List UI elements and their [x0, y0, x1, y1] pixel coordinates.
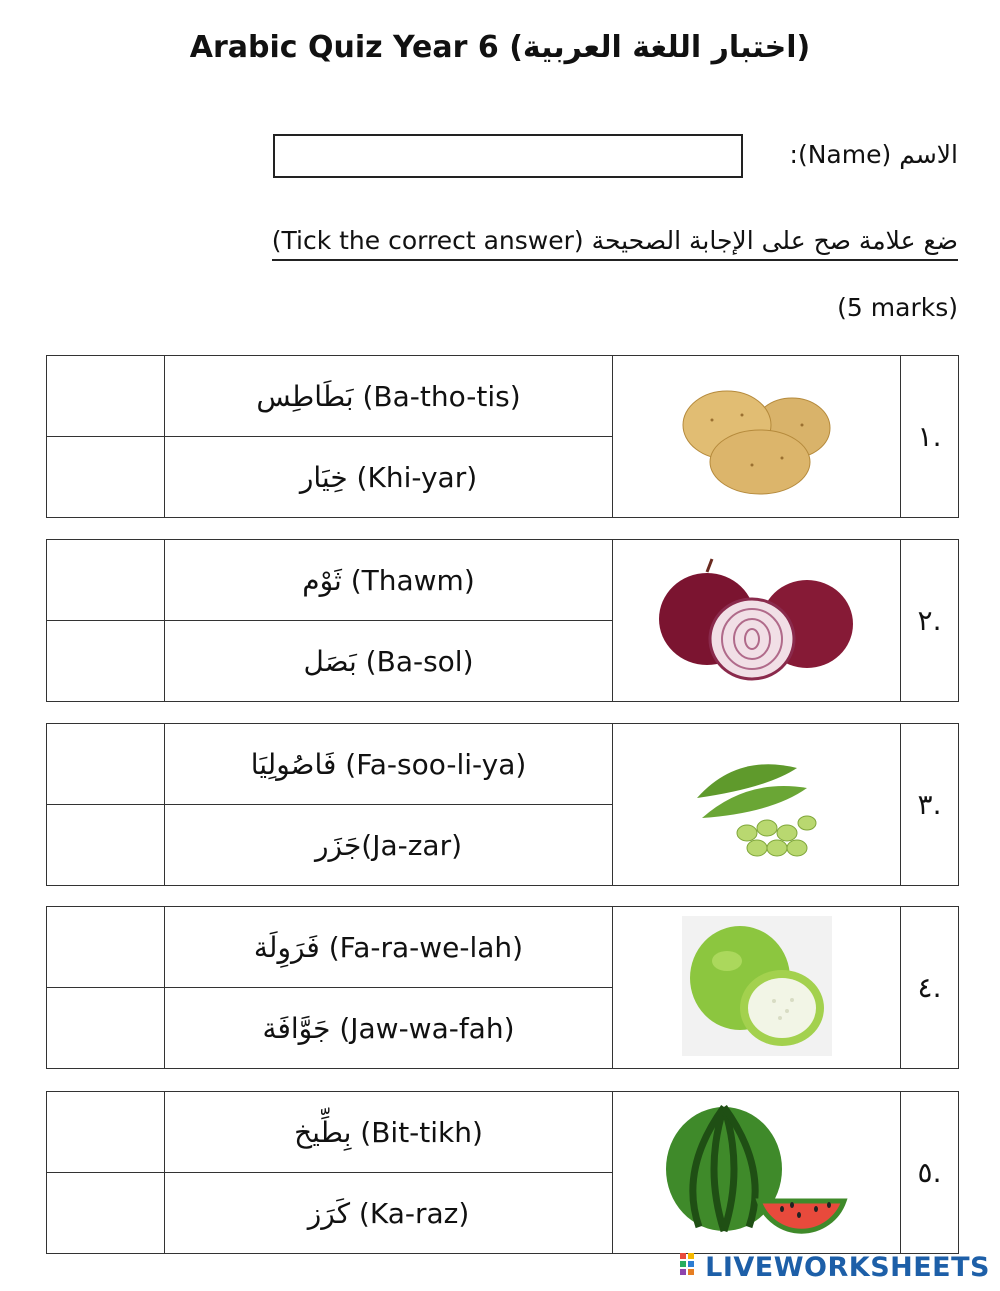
question-3-table	[46, 723, 959, 886]
option-3b: جَزَر(Ja-zar)	[165, 805, 613, 886]
onion-image	[613, 540, 901, 702]
tick-box-2a[interactable]	[47, 540, 165, 621]
option-3a: فَاصُولِيَا (Fa-soo-li-ya)	[165, 724, 613, 805]
liveworksheets-brand: LIVEWORKSHEETS	[705, 1252, 990, 1283]
name-input[interactable]	[273, 134, 743, 178]
question-5-table	[46, 1091, 959, 1254]
title-english: Arabic Quiz Year 6	[189, 30, 499, 65]
question-number-4: ٤.	[901, 907, 959, 1069]
potato-image	[613, 356, 901, 518]
question-number-1: ١.	[901, 356, 959, 518]
option-1a: بَطَاطِس (Ba-tho-tis)	[165, 356, 613, 437]
page-title	[0, 30, 1000, 65]
option-4a: فَرَوِلَة (Fa-ra-we-lah)	[165, 907, 613, 988]
marks-text: (5 marks)	[837, 293, 958, 322]
beans-image	[613, 724, 901, 886]
name-label: الاسم (Name):	[789, 140, 958, 169]
question-number-5: ٥.	[901, 1092, 959, 1254]
option-1b: خِيَار (Khi-yar)	[165, 437, 613, 518]
option-5b: كَرَز (Ka-raz)	[165, 1173, 613, 1254]
question-2-table	[46, 539, 959, 702]
tick-box-3b[interactable]	[47, 805, 165, 886]
option-4b: جَوَّافَة (Jaw-wa-fah)	[165, 988, 613, 1069]
tick-box-2b[interactable]	[47, 621, 165, 702]
tick-box-5b[interactable]	[47, 1173, 165, 1254]
option-2b: بَصَل (Ba-sol)	[165, 621, 613, 702]
question-1-table	[46, 355, 959, 518]
title-arabic: (اختبار اللغة العربية)	[509, 30, 811, 65]
tick-box-4a[interactable]	[47, 907, 165, 988]
liveworksheets-logo	[680, 1252, 990, 1283]
tick-box-3a[interactable]	[47, 724, 165, 805]
tick-box-1b[interactable]	[47, 437, 165, 518]
tick-box-4b[interactable]	[47, 988, 165, 1069]
liveworksheets-logo-icon	[680, 1253, 702, 1279]
question-4-table	[46, 906, 959, 1069]
question-number-3: ٣.	[901, 724, 959, 886]
instruction-text: ضع علامة صح على الإجابة الصحيحة (Tick the correct answer)	[272, 226, 958, 261]
question-number-2: ٢.	[901, 540, 959, 702]
watermelon-image	[613, 1092, 901, 1254]
tick-box-1a[interactable]	[47, 356, 165, 437]
option-2a: ثَوْم (Thawm)	[165, 540, 613, 621]
tick-box-5a[interactable]	[47, 1092, 165, 1173]
guava-image	[613, 907, 901, 1069]
option-5a: بِطِّيخ (Bit-tikh)	[165, 1092, 613, 1173]
